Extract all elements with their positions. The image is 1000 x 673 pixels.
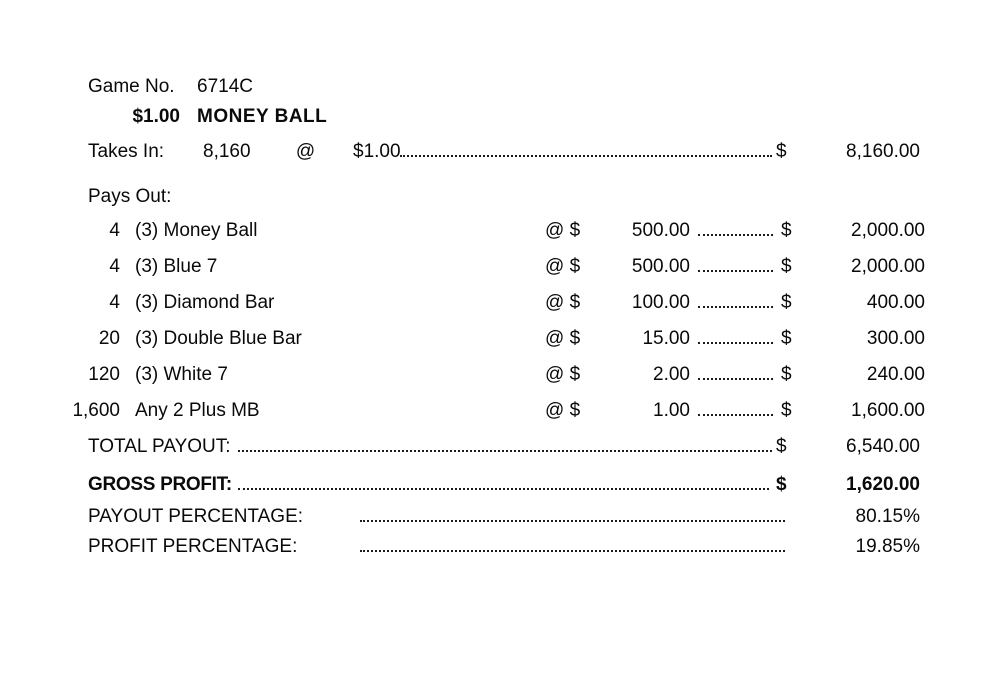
profit-percentage-line: [0, 536, 920, 566]
payout-row: [0, 256, 925, 292]
payout-desc: (3) Money Ball: [135, 220, 258, 241]
currency-sign: $: [781, 400, 792, 421]
at-currency: @ $: [545, 256, 581, 277]
payout-amount: 2,000.00: [851, 220, 925, 241]
currency-sign: $: [781, 328, 792, 349]
currency-sign: $: [781, 220, 792, 241]
payout-percentage-line: [0, 506, 920, 536]
dot-leader: [698, 270, 773, 272]
payout-price: 2.00: [653, 364, 690, 385]
payout-row: [0, 364, 925, 400]
payout-qty: 4: [109, 292, 120, 313]
payout-row: [0, 292, 925, 328]
currency-sign: $: [776, 141, 787, 162]
total-payout-label: TOTAL PAYOUT:: [88, 436, 231, 457]
game-number-line: [0, 76, 920, 106]
payout-amount: 300.00: [866, 328, 925, 349]
pays-out-section-label-line: [0, 186, 920, 220]
payout-percentage-value: 80.15%: [855, 506, 920, 527]
payout-amount: 400.00: [866, 292, 925, 313]
dot-leader: [360, 520, 785, 522]
gross-profit-line: [0, 474, 920, 506]
payout-desc: (3) Double Blue Bar: [135, 328, 302, 349]
payout-qty: 4: [109, 220, 120, 241]
payout-amount: 240.00: [866, 364, 925, 385]
currency-sign: $: [781, 256, 792, 277]
game-title: MONEY BALL: [197, 106, 328, 127]
takes-in-count: 8,160: [203, 141, 251, 162]
total-payout-amount: 6,540.00: [846, 436, 920, 457]
at-currency: @ $: [545, 220, 581, 241]
profit-percentage-label: PROFIT PERCENTAGE:: [88, 536, 298, 557]
game-number-value: 6714C: [197, 76, 253, 97]
payout-desc: (3) Diamond Bar: [135, 292, 275, 313]
dot-leader: [698, 342, 773, 344]
dot-leader: [238, 488, 769, 490]
currency-sign: $: [781, 292, 792, 313]
takes-in-line: [0, 141, 920, 186]
game-title-line: [0, 106, 920, 141]
at-currency: @ $: [545, 400, 581, 421]
game-number-label: Game No.: [88, 76, 175, 97]
takes-in-total: 8,160.00: [846, 141, 920, 162]
payout-amount: 1,600.00: [851, 400, 925, 421]
payout-desc: Any 2 Plus MB: [135, 400, 260, 421]
payout-qty: 1,600: [72, 400, 120, 421]
takes-in-label: Takes In:: [88, 141, 165, 162]
pays-out-label: Pays Out:: [88, 186, 172, 207]
dot-leader: [698, 414, 773, 416]
payout-qty: 4: [109, 256, 120, 277]
payout-price: 15.00: [642, 328, 690, 349]
dot-leader: [360, 550, 785, 552]
dot-leader: [698, 306, 773, 308]
ticket-price: $1.00: [132, 106, 180, 127]
at-symbol: @: [295, 141, 316, 162]
dot-leader: [698, 234, 773, 236]
currency-sign: $: [776, 474, 787, 495]
takes-in-price: $1.00: [353, 141, 401, 162]
payout-row: [0, 220, 925, 256]
payout-row: [0, 400, 925, 436]
dot-leader: [698, 378, 773, 380]
payout-qty: 120: [88, 364, 120, 385]
currency-sign: $: [776, 436, 787, 457]
payout-price: 100.00: [631, 292, 690, 313]
dot-leader: [238, 450, 772, 452]
payout-row: [0, 328, 925, 364]
payout-amount: 2,000.00: [851, 256, 925, 277]
payout-price: 500.00: [631, 256, 690, 277]
at-currency: @ $: [545, 292, 581, 313]
total-payout-line: [0, 436, 920, 474]
profit-percentage-value: 19.85%: [855, 536, 920, 557]
currency-sign: $: [781, 364, 792, 385]
dot-leader: [400, 155, 772, 157]
gross-profit-amount: 1,620.00: [846, 474, 920, 495]
payout-price: 1.00: [653, 400, 690, 421]
gross-profit-label: GROSS PROFIT:: [88, 474, 232, 495]
payout-qty: 20: [98, 328, 120, 349]
at-currency: @ $: [545, 328, 581, 349]
payout-price: 500.00: [631, 220, 690, 241]
payout-percentage-label: PAYOUT PERCENTAGE:: [88, 506, 304, 527]
payout-desc: (3) White 7: [135, 364, 228, 385]
payout-desc: (3) Blue 7: [135, 256, 218, 277]
at-currency: @ $: [545, 364, 581, 385]
